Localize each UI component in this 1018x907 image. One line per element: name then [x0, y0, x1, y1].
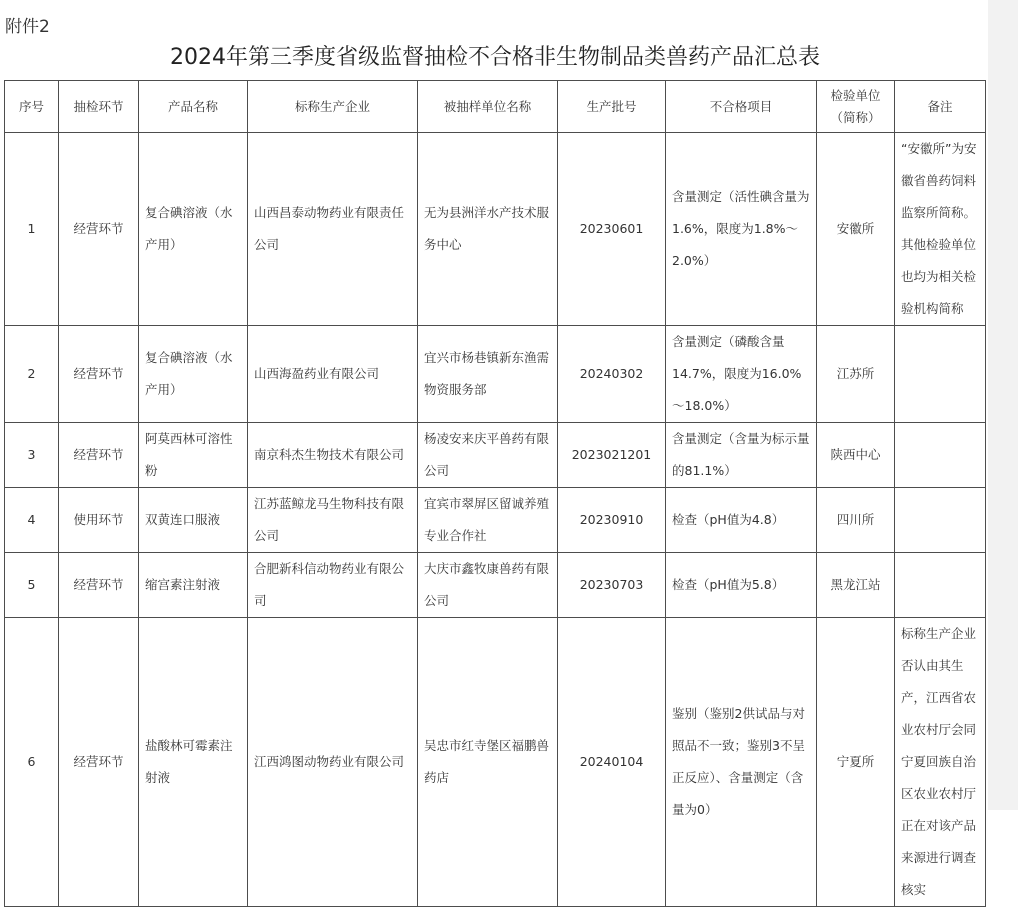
cell-remarks: [895, 488, 986, 553]
header-failed-item: 不合格项目: [666, 81, 817, 133]
header-product: 产品名称: [139, 81, 248, 133]
cell-remarks: [895, 553, 986, 618]
cell-product: 阿莫西林可溶性粉: [139, 423, 248, 488]
cell-seq: 2: [5, 326, 59, 423]
table-row: [5, 133, 986, 326]
cell-lab: 宁夏所: [817, 618, 895, 907]
cell-sampled-unit: 宜宾市翠屏区留诚养殖专业合作社: [418, 488, 558, 553]
cell-product: 复合碘溶液（水产用）: [139, 133, 248, 326]
table-row: [5, 423, 986, 488]
cell-stage: 使用环节: [59, 488, 139, 553]
cell-manufacturer: 山西昌泰动物药业有限责任公司: [248, 133, 418, 326]
header-seq: 序号: [5, 81, 59, 133]
cell-seq: 5: [5, 553, 59, 618]
cell-remarks: “安徽所”为安徽省兽药饲料监察所简称。其他检验单位也均为相关检验机构简称: [895, 133, 986, 326]
cell-product: 缩宫素注射液: [139, 553, 248, 618]
table-row: [5, 553, 986, 618]
cell-seq: 1: [5, 133, 59, 326]
cell-lab: 陕西中心: [817, 423, 895, 488]
cell-sampled-unit: 杨凌安来庆平兽药有限公司: [418, 423, 558, 488]
cell-remarks: [895, 423, 986, 488]
cell-failed-item: 鉴别（鉴别2供试品与对照品不一致；鉴别3不呈正反应）、含量测定（含量为0）: [666, 618, 817, 907]
cell-remarks: [895, 326, 986, 423]
cell-manufacturer: 南京科杰生物技术有限公司: [248, 423, 418, 488]
cell-stage: 经营环节: [59, 133, 139, 326]
cell-stage: 经营环节: [59, 618, 139, 907]
cell-stage: 经营环节: [59, 553, 139, 618]
cell-failed-item: 含量测定（磷酸含量14.7%，限度为16.0%～18.0%）: [666, 326, 817, 423]
table-row: [5, 488, 986, 553]
cell-sampled-unit: 吴忠市红寺堡区福鹏兽药店: [418, 618, 558, 907]
header-batch: 生产批号: [558, 81, 666, 133]
cell-lab: 江苏所: [817, 326, 895, 423]
page-side-strip: [988, 0, 1018, 810]
cell-product: 复合碘溶液（水产用）: [139, 326, 248, 423]
cell-manufacturer: 山西海盈药业有限公司: [248, 326, 418, 423]
cell-manufacturer: 合肥新科信动物药业有限公司: [248, 553, 418, 618]
cell-sampled-unit: 无为县洲洋水产技术服务中心: [418, 133, 558, 326]
summary-table: [4, 80, 986, 907]
attachment-label: 附件2: [5, 17, 50, 37]
header-manufacturer: 标称生产企业: [248, 81, 418, 133]
cell-seq: 3: [5, 423, 59, 488]
cell-stage: 经营环节: [59, 326, 139, 423]
table-row: [5, 326, 986, 423]
cell-seq: 4: [5, 488, 59, 553]
cell-sampled-unit: 宜兴市杨巷镇新东渔需物资服务部: [418, 326, 558, 423]
cell-failed-item: 含量测定（活性碘含量为1.6%，限度为1.8%～2.0%）: [666, 133, 817, 326]
cell-batch: 20230601: [558, 133, 666, 326]
header-lab: 检验单位（简称）: [817, 81, 895, 133]
cell-remarks: 标称生产企业否认由其生产，江西省农业农村厅会同宁夏回族自治区农业农村厅正在对该产品来源进行调查核实: [895, 618, 986, 907]
cell-lab: 四川所: [817, 488, 895, 553]
table-row: [5, 618, 986, 907]
cell-batch: 20240302: [558, 326, 666, 423]
cell-sampled-unit: 大庆市鑫牧康兽药有限公司: [418, 553, 558, 618]
page-title: 2024年第三季度省级监督抽检不合格非生物制品类兽药产品汇总表: [170, 45, 820, 70]
cell-manufacturer: 江西鸿图动物药业有限公司: [248, 618, 418, 907]
cell-batch: 20230703: [558, 553, 666, 618]
cell-seq: 6: [5, 618, 59, 907]
cell-failed-item: 检查（pH值为4.8）: [666, 488, 817, 553]
header-stage: 抽检环节: [59, 81, 139, 133]
header-row: [5, 81, 986, 133]
header-sampled-unit: 被抽样单位名称: [418, 81, 558, 133]
cell-batch: 2023021201: [558, 423, 666, 488]
cell-product: 盐酸林可霉素注射液: [139, 618, 248, 907]
cell-lab: 安徽所: [817, 133, 895, 326]
cell-stage: 经营环节: [59, 423, 139, 488]
cell-lab: 黑龙江站: [817, 553, 895, 618]
cell-batch: 20240104: [558, 618, 666, 907]
header-remarks: 备注: [895, 81, 986, 133]
cell-failed-item: 含量测定（含量为标示量的81.1%）: [666, 423, 817, 488]
cell-failed-item: 检查（pH值为5.8）: [666, 553, 817, 618]
cell-batch: 20230910: [558, 488, 666, 553]
cell-manufacturer: 江苏蓝鲸龙马生物科技有限公司: [248, 488, 418, 553]
cell-product: 双黄连口服液: [139, 488, 248, 553]
